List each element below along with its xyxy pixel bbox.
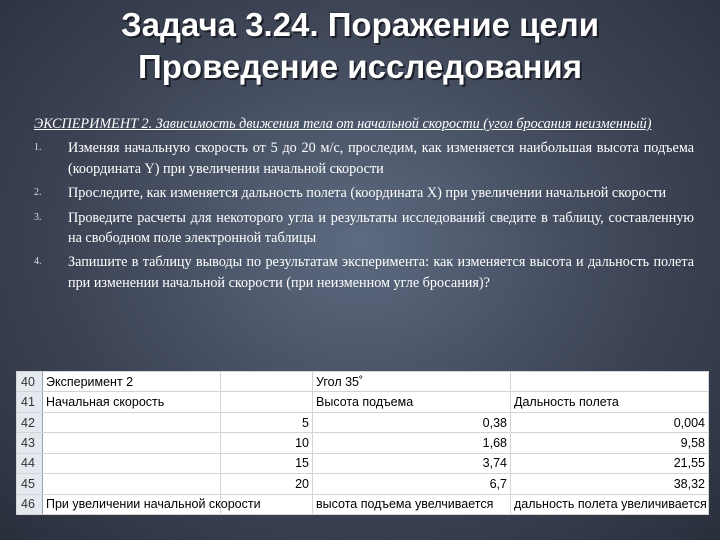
slide-body [34,114,694,297]
instruction-item [34,252,694,293]
item-number: 3. [34,211,42,223]
row-header[interactable]: 40 [17,372,43,392]
table-row [17,474,709,494]
row-header[interactable]: 45 [17,474,43,494]
cell[interactable]: 0,38 [313,412,511,432]
cell[interactable]: Угол 35˚ [313,372,511,392]
cell[interactable] [43,453,221,473]
table-row [17,453,709,473]
spreadsheet-table [16,371,709,515]
cell[interactable]: 21,55 [511,453,709,473]
item-text: Проведите расчеты для некоторого угла и результаты исследований сведите в таблицу, составленную на свободном поле электронной таблицы [68,209,694,247]
cell[interactable]: 1,68 [313,433,511,453]
table-row [17,392,709,412]
cell[interactable] [511,372,709,392]
item-text: Запишите в таблицу выводы по результатам эксперимента: как изменяется высота и дальность полета при изменении начальной скорости (при неизменном угле бросания)? [68,254,694,291]
cell[interactable]: Высота подъема [313,392,511,412]
table-row [17,494,709,514]
cell[interactable] [43,433,221,453]
cell[interactable]: 38,32 [511,474,709,494]
cell[interactable]: Дальность полета [511,392,709,412]
table-row [17,412,709,432]
cell[interactable]: 20 [221,474,313,494]
cell[interactable]: 0,004 [511,412,709,432]
row-header[interactable]: 42 [17,412,43,432]
item-number: 4. [34,256,42,268]
cell[interactable]: 3,74 [313,453,511,473]
instruction-list [34,138,694,293]
instruction-item [34,138,694,179]
row-header[interactable]: 41 [17,392,43,412]
cell[interactable]: 10 [221,433,313,453]
cell[interactable]: Эксперимент 2 [43,372,221,392]
cell[interactable] [43,412,221,432]
instruction-item [34,208,694,249]
item-number: 1. [34,142,42,154]
item-number: 2. [34,187,42,199]
cell[interactable]: Начальная скорость [43,392,221,412]
cell[interactable]: 15 [221,453,313,473]
row-header[interactable]: 44 [17,453,43,473]
item-text: Изменяя начальную скорость от 5 до 20 м/с, проследим, как изменяется наибольшая высота подъема (координата Y) при увеличении начальной скорости [68,140,694,177]
title-line-1: Задача 3.24. Поражение цели [120,6,600,43]
cell[interactable]: 6,7 [313,474,511,494]
instruction-item [34,183,694,203]
table-row [17,433,709,453]
slide-title [0,4,720,88]
cell[interactable]: высота подъема увелчивается [313,494,511,514]
cell[interactable]: дальность полета увеличивается [511,494,709,514]
cell[interactable] [43,474,221,494]
cell[interactable]: 9,58 [511,433,709,453]
item-text: Проследите, как изменяется дальность полета (координата X) при увеличении начальной скорости [68,185,667,202]
cell[interactable] [221,392,313,412]
table-row [17,372,709,392]
experiment-heading: ЭКСПЕРИМЕНТ 2. Зависимость движения тела от начальной скорости (угол бросания неизменный) [34,116,652,132]
row-header[interactable]: 46 [17,494,43,514]
cell[interactable]: При увеличении начальной скорости [43,494,221,514]
row-header[interactable]: 43 [17,433,43,453]
title-line-2: Проведение исследования [138,48,582,85]
cell[interactable] [221,372,313,392]
cell[interactable]: 5 [221,412,313,432]
